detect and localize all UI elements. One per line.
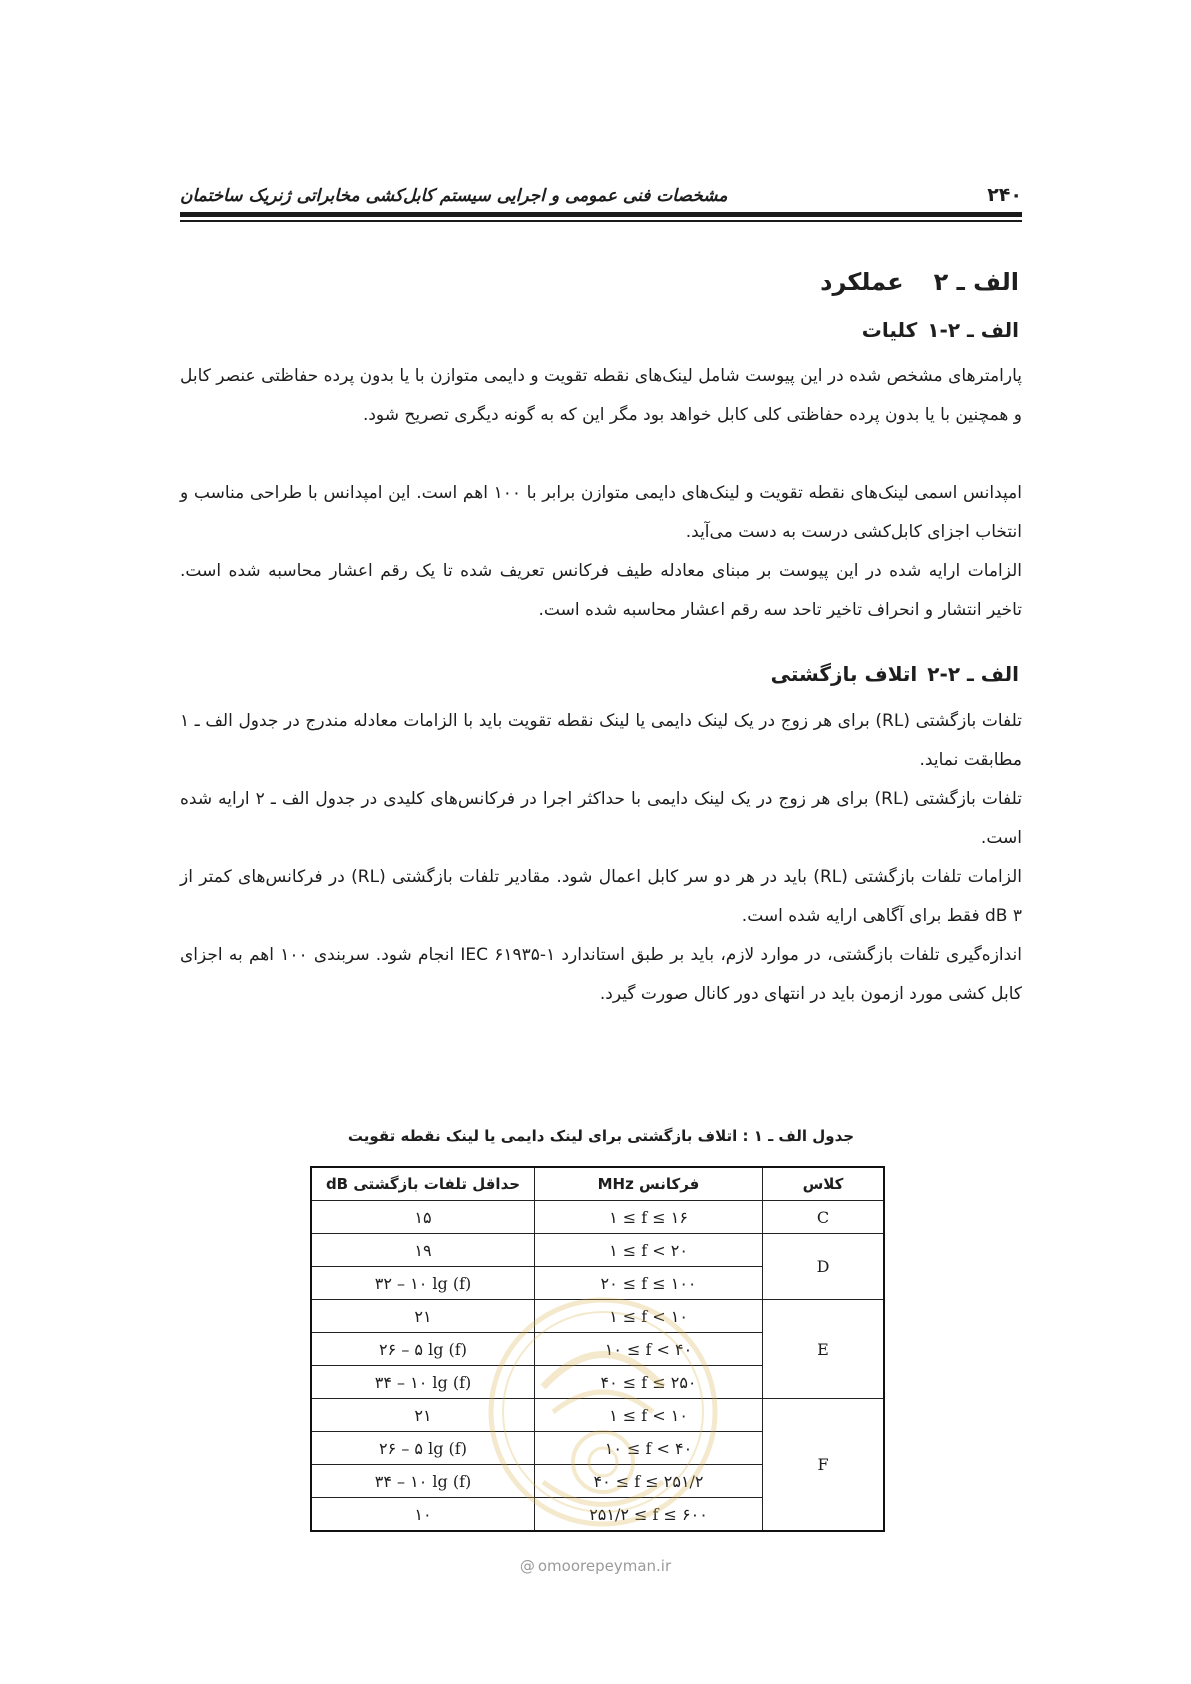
table-caption: جدول الف ـ ۱ : اتلاف بازگشتی برای لینک دایمی یا لینک نقطه تقویت [347,1127,855,1145]
book-title: مشخصات فنی عمومی و اجرایی سیستم کابل‌کشی مخابراتی ژنریک ساختمان [180,186,728,206]
page-number: ۲۴۰ [987,184,1022,206]
cell-frequency: ۱ ≤ f ≤ ۱۶ [535,1201,763,1234]
cell-min-return-loss: ۱۰ [311,1498,535,1532]
cell-min-return-loss: ۱۹ [311,1234,535,1267]
section-number: الف ـ ۲ [933,268,1019,296]
table-row [311,1399,884,1432]
subsection-heading-general [862,318,1019,342]
cell-min-return-loss: ۲۱ [311,1399,535,1432]
section-heading [820,268,1019,296]
cell-frequency: ۱ ≤ f < ۱۰ [535,1300,763,1333]
cell-frequency: ۱۰ ≤ f < ۴۰ [535,1333,763,1366]
header-rule-thin [180,220,1022,222]
paragraph: تلفات بازگشتی (RL) برای هر زوج در یک لینک دایمی با حداکثر اجرا در فرکانس‌های کلیدی در جدول الف ـ ۲ ارایه شده است. [180,789,1022,848]
subsection-heading-return-loss [771,662,1019,686]
cell-min-return-loss: ۲۶ – ۵ lg (f) [311,1432,535,1465]
paragraph: اندازه‌گیری تلفات بازگشتی، در موارد لازم، باید بر طبق استاندارد ۱-۶۱۹۳۵ IEC انجام شود. سربندی ۱۰۰ اهم به اجزای کابل کشی مورد ازمون باید در انتهای دور کانال صورت گیرد. [180,945,1023,1004]
cell-min-return-loss: ۳۴ – ۱۰ lg (f) [311,1465,535,1498]
cell-class: F [763,1399,885,1532]
paragraph: الزامات تلفات بازگشتی (RL) باید در هر دو سر کابل اعمال شود. مقادیر تلفات بازگشتی (RL) در فرکانس‌های کمتر از dB ۳ فقط برای آگاهی ارایه شده است. [180,867,1023,926]
header-frequency: فرکانس MHz [535,1167,763,1201]
subsection-title: اتلاف بازگشتی [770,662,918,686]
section-title: عملکرد [820,268,904,296]
paragraph: تلفات بازگشتی (RL) برای هر زوج در یک لینک دایمی یا لینک نقطه تقویت باید با الزامات معادله مندرج در جدول الف ـ ۱ مطابقت نماید. [180,711,1022,770]
cell-frequency: ۴۰ ≤ f ≤ ۲۵۱/۲ [535,1465,763,1498]
subsection-number: الف ـ ۲-۲ [927,662,1019,686]
cell-class: D [763,1234,885,1300]
cell-frequency: ۱ ≤ f < ۱۰ [535,1399,763,1432]
cell-min-return-loss: ۳۲ – ۱۰ lg (f) [311,1267,535,1300]
table-row [311,1201,884,1234]
subsection-title: کلیات [861,318,918,342]
cell-frequency: ۲۵۱/۲ ≤ f ≤ ۶۰۰ [535,1498,763,1532]
watermark-url [0,1557,1191,1575]
header-rule-thick [180,212,1022,217]
cell-class: E [763,1300,885,1399]
cell-frequency: ۲۰ ≤ f ≤ ۱۰۰ [535,1267,763,1300]
paragraph: الزامات ارایه شده در این پیوست بر مبنای معادله طیف فرکانس تعریف شده تا یک رقم اعشار محاسبه شده است. تاخیر انتشار و انحراف تاخیر تاحد سه رقم اعشار محاسبه شده است. [180,561,1022,620]
watermark-url-text: omoorepeyman.ir [537,1557,672,1575]
cell-class: C [763,1201,885,1234]
cell-frequency: ۴۰ ≤ f ≤ ۲۵۰ [535,1366,763,1399]
header-min-return-loss: حداقل تلفات بازگشتی dB [311,1167,535,1201]
at-icon: @ [519,1557,535,1575]
return-loss-table [310,1166,885,1532]
subsection-number: الف ـ ۲-۱ [927,318,1019,342]
cell-min-return-loss: ۳۴ – ۱۰ lg (f) [311,1366,535,1399]
cell-frequency: ۱ ≤ f < ۲۰ [535,1234,763,1267]
cell-min-return-loss: ۲۱ [311,1300,535,1333]
table-header-row [311,1167,884,1201]
paragraph: امپدانس اسمی لینک‌های نقطه تقویت و لینک‌های دایمی متوازن برابر با ۱۰۰ اهم است. این امپدانس با طراحی مناسب و انتخاب اجزای کابل‌کشی درست به دست می‌آید. [180,483,1022,542]
table-row [311,1234,884,1267]
cell-min-return-loss: ۱۵ [311,1201,535,1234]
cell-frequency: ۱۰ ≤ f < ۴۰ [535,1432,763,1465]
cell-min-return-loss: ۲۶ – ۵ lg (f) [311,1333,535,1366]
header-class: کلاس [763,1167,885,1201]
table-row [311,1300,884,1333]
paragraph: پارامترهای مشخص شده در این پیوست شامل لینک‌های نقطه تقویت و دایمی متوازن با یا بدون پرده حفاظتی عنصر کابل و همچنین با یا بدون پرده حفاظتی کلی کابل خواهد بود مگر این که به گونه دیگری تصریح شود. [180,366,1022,425]
